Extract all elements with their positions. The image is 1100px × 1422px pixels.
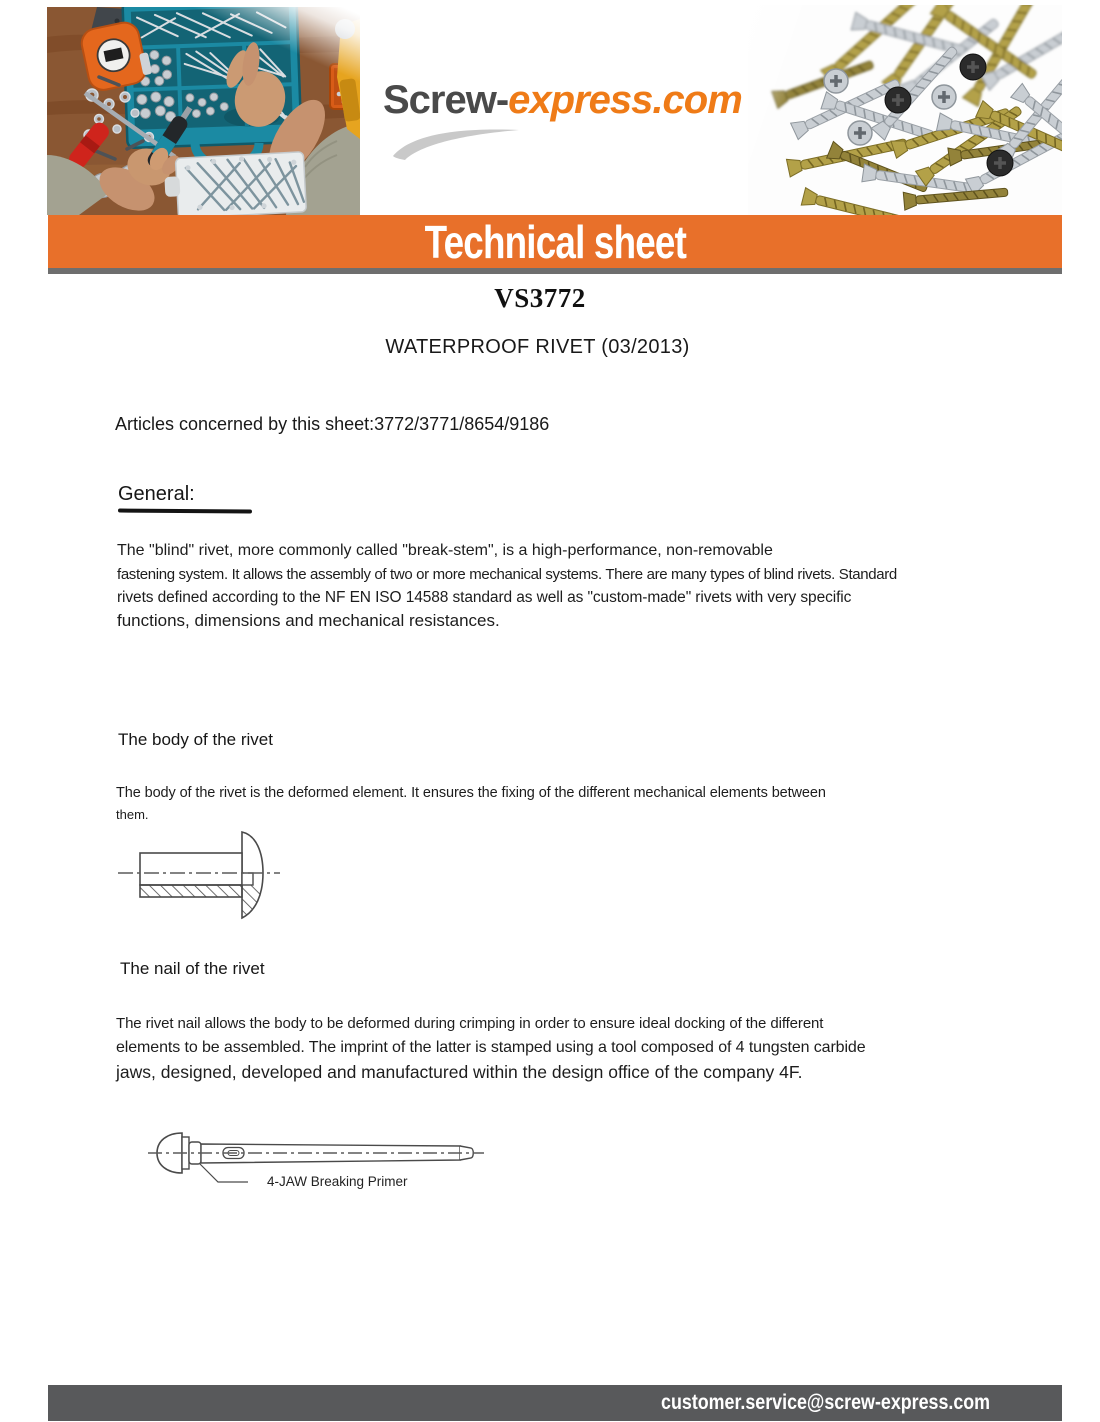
general-line: rivets defined according to the NF EN ISO 14588 standard as well as "custom-made" rivets with very specific — [117, 589, 852, 606]
body-section-paragraph — [116, 781, 826, 825]
rivet-nail-diagram — [140, 1116, 500, 1199]
nail-section-heading: The nail of the rivet — [120, 959, 265, 978]
general-underline — [118, 509, 252, 514]
document-code: VS3772 — [494, 283, 586, 313]
technical-sheet-banner — [48, 215, 1062, 268]
nail-section-paragraph — [116, 1012, 866, 1085]
body-section-heading: The body of the rivet — [118, 730, 273, 749]
general-line: fastening system. It allows the assembly of two or more mechanical systems. There are many types of blind rivets. Standard — [117, 566, 897, 583]
logo-text — [383, 78, 742, 123]
articles-line: Articles concerned by this sheet:3772/3771/8654/9186 — [115, 414, 550, 434]
general-line: The "blind" rivet, more commonly called "break-stem", is a high-performance, non-removable — [117, 542, 773, 559]
general-line: functions, dimensions and mechanical resistances. — [117, 611, 500, 630]
logo-suffix: express.com — [508, 78, 742, 122]
footer-bar — [48, 1385, 1062, 1421]
logo-swoosh — [387, 126, 527, 162]
banner-divider — [48, 268, 1062, 274]
general-paragraph — [117, 539, 897, 633]
body-section-line: The body of the rivet is the deformed element. It ensures the fixing of the different mechanical elements between — [116, 785, 826, 801]
workbench-photo — [47, 7, 360, 215]
nail-section-line: The rivet nail allows the body to be deformed during crimping in order to ensure ideal docking of the different — [116, 1015, 824, 1032]
body-section-line: them. — [116, 807, 149, 822]
footer-email: customer.service@screw-express.com — [661, 1391, 990, 1414]
nail-section-line: jaws, designed, developed and manufactured within the design office of the company 4F. — [116, 1062, 803, 1082]
logo — [383, 78, 742, 168]
logo-prefix: Screw- — [383, 78, 509, 122]
screws-photo — [748, 5, 1062, 215]
general-heading: General: — [118, 483, 195, 505]
rivet-body-diagram — [112, 826, 292, 943]
banner-title: Technical sheet — [424, 215, 686, 268]
nail-diagram-label: 4-JAW Breaking Primer — [267, 1174, 408, 1189]
document-title: WATERPROOF RIVET (03/2013) — [385, 336, 690, 358]
nail-section-line: elements to be assembled. The imprint of the latter is stamped using a tool composed of 4 tungsten carbide — [116, 1039, 866, 1056]
